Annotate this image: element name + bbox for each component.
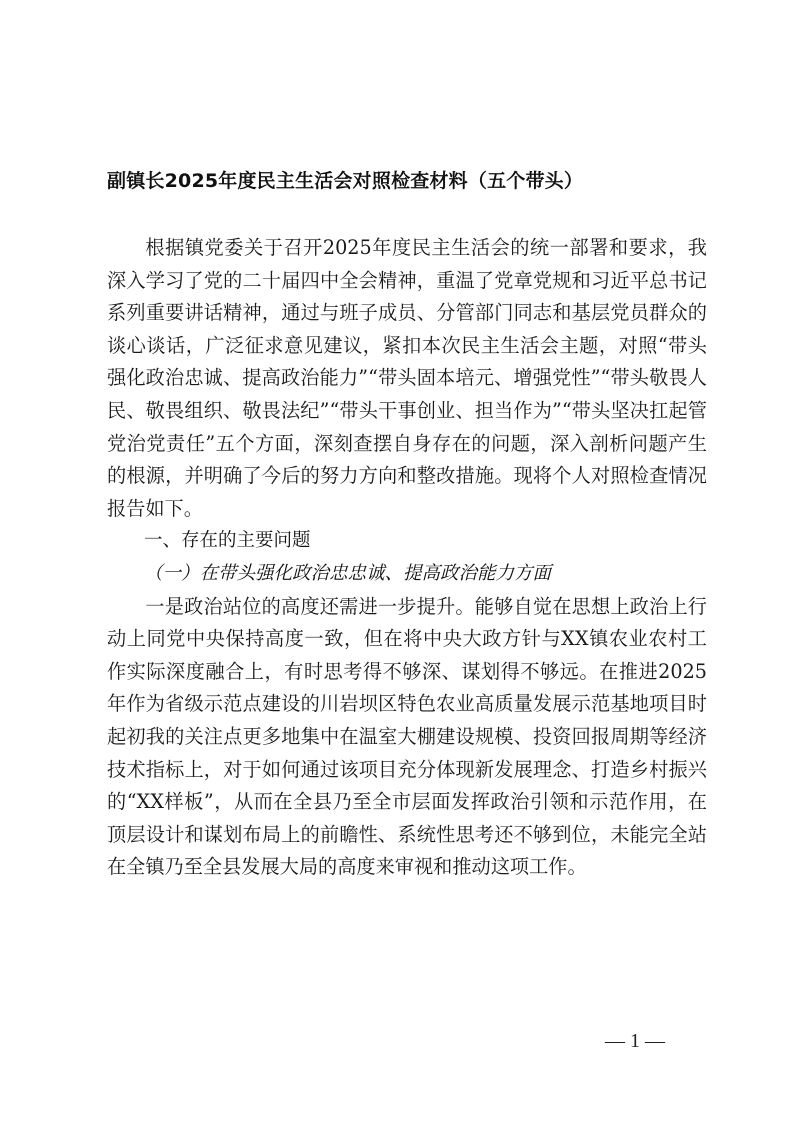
subsection-heading: （一）在带头强化政治忠忠诚、提高政治能力方面 bbox=[144, 562, 552, 584]
body-paragraph: 一是政治站位的高度还需进一步提升。能够自觉在思想上政治上行动上同党中央保持高度一致，但在将中央大政方针与XX镇农业农村工作实际深度融合上，有时思考得不够深、谋划得不够远。在推进2025年作为省级示范点建设的川岩坝区特色农业高质量发展示范基地项目时起初我的关注点更多地集中在温室大棚建设规模、投资回报周期等经济技术指标上，对于如何通过该项目充分体现新发展理念、打造乡村振兴的“XX样板”，从而在全县乃至全市层面发挥政治引领和示范作用，在顶层设计和谋划布局上的前瞻性、系统性思考还不够到位，未能完全站在全镇乃至全县发展大局的高度来审视和推动这项工作。 bbox=[107, 594, 707, 879]
page-number: — 1 — bbox=[605, 1030, 665, 1052]
section-heading: 一、存在的主要问题 bbox=[144, 530, 311, 552]
document-title: 副镇长2025年度民主生活会对照检查材料（五个带头） bbox=[107, 170, 584, 192]
document-body bbox=[107, 232, 707, 884]
intro-paragraph: 根据镇党委关于召开2025年度民主生活会的统一部署和要求，我深入学习了党的二十届四中全会精神，重温了党章党规和习近平总书记系列重要讲话精神，通过与班子成员、分管部门同志和基层党员群众的谈心谈话，广泛征求意见建议，紧扣本次民主生活会主题，对照“带头强化政治忠诚、提高政治能力”“带头固本培元、增强党性”“带头敬畏人民、敬畏组织、敬畏法纪”“带头干事创业、担当作为”“带头坚决扛起管党治党责任”五个方面，深刻查摆自身存在的问题，深入剖析问题产生的根源，并明确了今后的努力方向和整改措施。现将个人对照检查情况报告如下。 bbox=[107, 236, 707, 520]
